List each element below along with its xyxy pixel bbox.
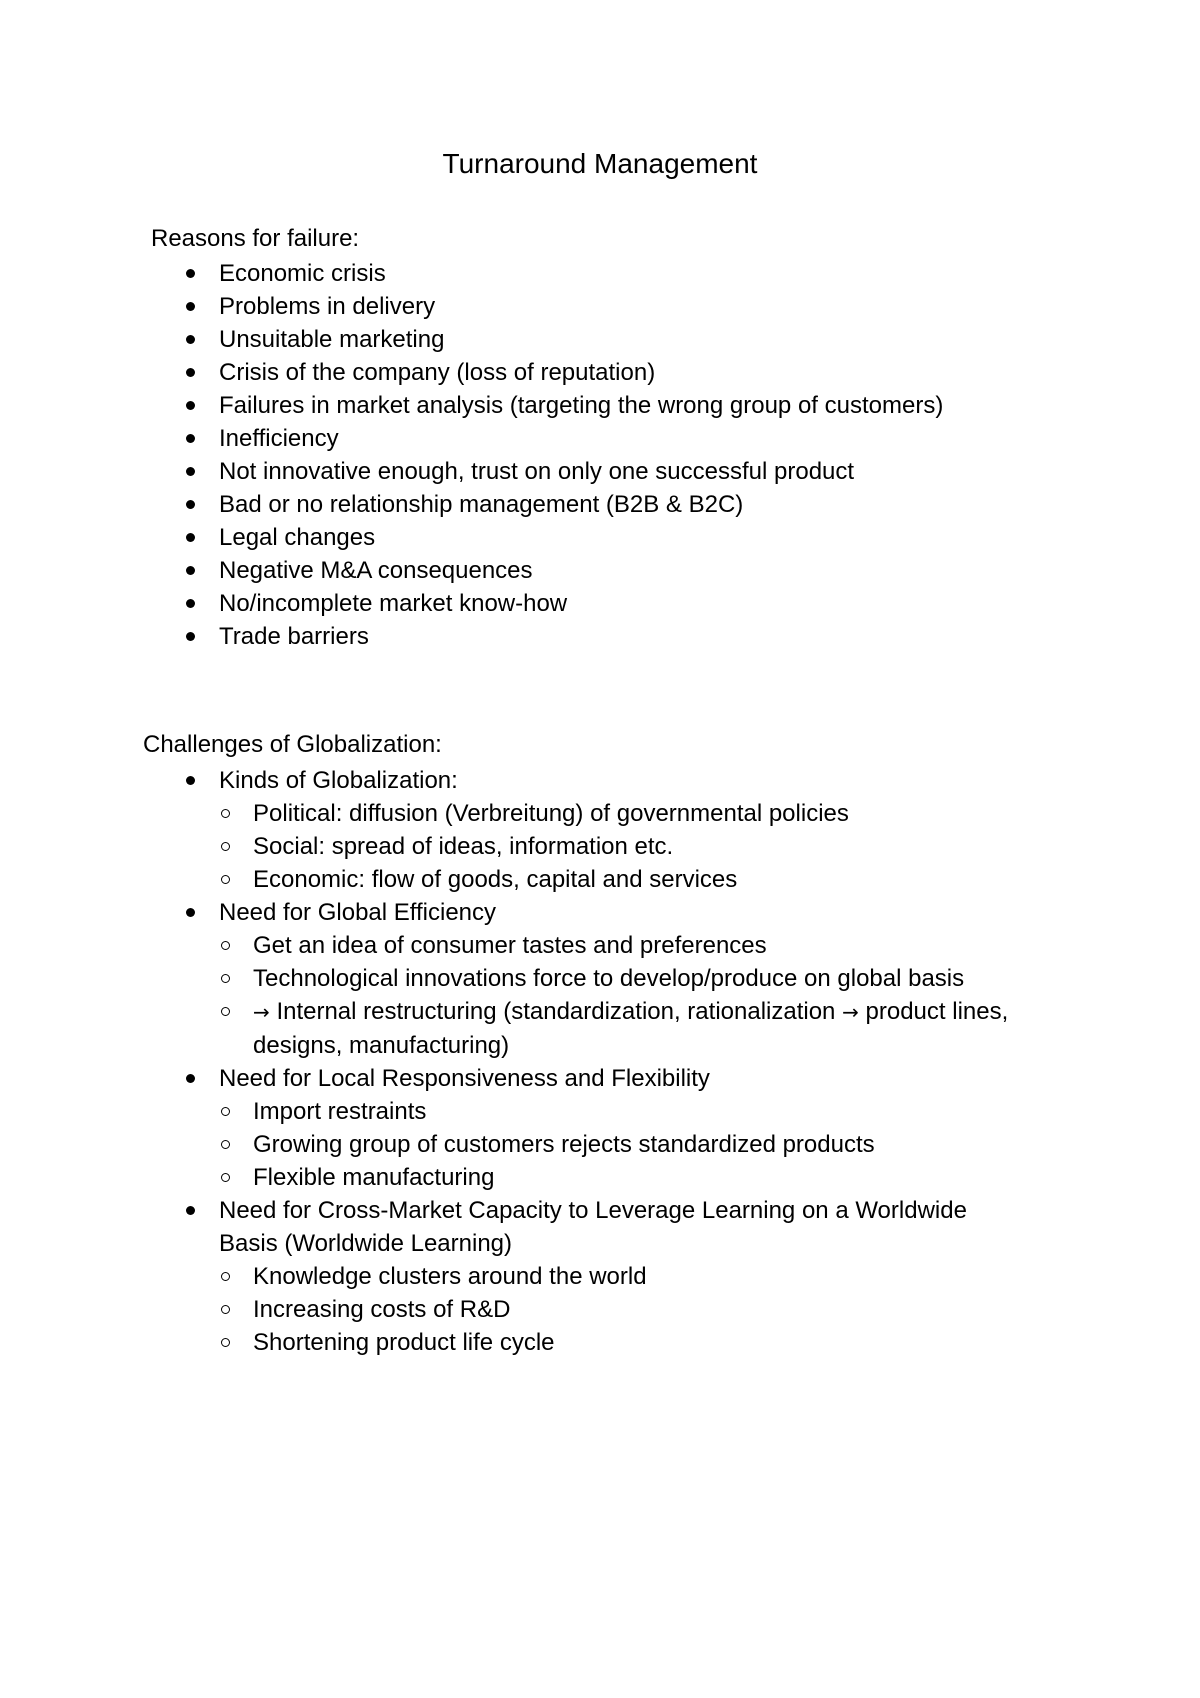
bullet-icon <box>186 368 195 377</box>
sublist <box>181 1260 1031 1359</box>
list-item: Unsuitable marketing <box>181 323 1061 356</box>
list-item: Need for Local Responsiveness and Flexibility <box>181 1062 1031 1095</box>
sublist-container <box>181 797 1031 896</box>
sub-list-item: Growing group of customers rejects standardized products <box>217 1128 1031 1161</box>
circle-bullet-icon <box>221 809 230 818</box>
circle-bullet-icon <box>221 1007 230 1016</box>
bullet-icon <box>186 500 195 509</box>
bullet-icon <box>186 533 195 542</box>
sub-list-item: Knowledge clusters around the world <box>217 1260 1031 1293</box>
bullet-icon <box>186 1074 195 1083</box>
list-item: Problems in delivery <box>181 290 1061 323</box>
list-item: Trade barriers <box>181 620 1061 653</box>
list-item: Economic crisis <box>181 257 1061 290</box>
sublist <box>181 797 1031 896</box>
section-heading-globalization: Challenges of Globalization: <box>143 731 442 758</box>
sub-list-item: Economic: flow of goods, capital and services <box>217 863 1031 896</box>
sublist <box>181 1095 1031 1194</box>
list-item: Not innovative enough, trust on only one successful product <box>181 455 1061 488</box>
sub-list-item: Political: diffusion (Verbreitung) of governmental policies <box>217 797 1031 830</box>
sub-list-item: Shortening product life cycle <box>217 1326 1031 1359</box>
circle-bullet-icon <box>221 1140 230 1149</box>
list-item: Inefficiency <box>181 422 1061 455</box>
sublist <box>181 929 1031 1062</box>
sublist-container <box>181 929 1031 1062</box>
circle-bullet-icon <box>221 842 230 851</box>
circle-bullet-icon <box>221 875 230 884</box>
list-item: No/incomplete market know-how <box>181 587 1061 620</box>
list-item: Bad or no relationship management (B2B & B2C) <box>181 488 1061 521</box>
sub-list-item: Flexible manufacturing <box>217 1161 1031 1194</box>
arrow-right-icon: → <box>253 1000 270 1024</box>
list-item: Kinds of Globalization: <box>181 764 1031 797</box>
circle-bullet-icon <box>221 1338 230 1347</box>
list-item: Need for Cross-Market Capacity to Leverage Learning on a Worldwide Basis (Worldwide Learning) <box>181 1194 1031 1260</box>
bullet-icon <box>186 776 195 785</box>
arrow-right-icon: → <box>842 1000 859 1024</box>
sublist-container <box>181 1260 1031 1359</box>
bullet-icon <box>186 908 195 917</box>
circle-bullet-icon <box>221 941 230 950</box>
circle-bullet-icon <box>221 1173 230 1182</box>
bullet-icon <box>186 335 195 344</box>
sub-list-item: Import restraints <box>217 1095 1031 1128</box>
circle-bullet-icon <box>221 1107 230 1116</box>
reasons-list <box>181 257 1061 653</box>
circle-bullet-icon <box>221 1305 230 1314</box>
bullet-icon <box>186 401 195 410</box>
bullet-icon <box>186 302 195 311</box>
list-item: Legal changes <box>181 521 1061 554</box>
sub-list-item: Increasing costs of R&D <box>217 1293 1031 1326</box>
bullet-icon <box>186 269 195 278</box>
bullet-icon <box>186 1206 195 1215</box>
sub-list-item: → Internal restructuring (standardization, rationalization → product lines, designs, manufacturing) <box>217 995 1031 1062</box>
page-title: Turnaround Management <box>442 148 758 179</box>
bullet-icon <box>186 566 195 575</box>
bullet-icon <box>186 434 195 443</box>
circle-bullet-icon <box>221 974 230 983</box>
circle-bullet-icon <box>221 1272 230 1281</box>
bullet-icon <box>186 599 195 608</box>
sub-list-item: Social: spread of ideas, information etc. <box>217 830 1031 863</box>
bullet-icon <box>186 632 195 641</box>
section-heading-reasons: Reasons for failure: <box>151 225 360 252</box>
list-item: Need for Global Efficiency <box>181 896 1031 929</box>
list-item: Failures in market analysis (targeting the wrong group of customers) <box>181 389 1061 422</box>
sub-list-item: Technological innovations force to develop/produce on global basis <box>217 962 1031 995</box>
sublist-container <box>181 1095 1031 1194</box>
list-item: Crisis of the company (loss of reputation) <box>181 356 1061 389</box>
list-item: Negative M&A consequences <box>181 554 1061 587</box>
globalization-list <box>181 764 1031 1359</box>
bullet-icon <box>186 467 195 476</box>
sub-list-item: Get an idea of consumer tastes and preferences <box>217 929 1031 962</box>
